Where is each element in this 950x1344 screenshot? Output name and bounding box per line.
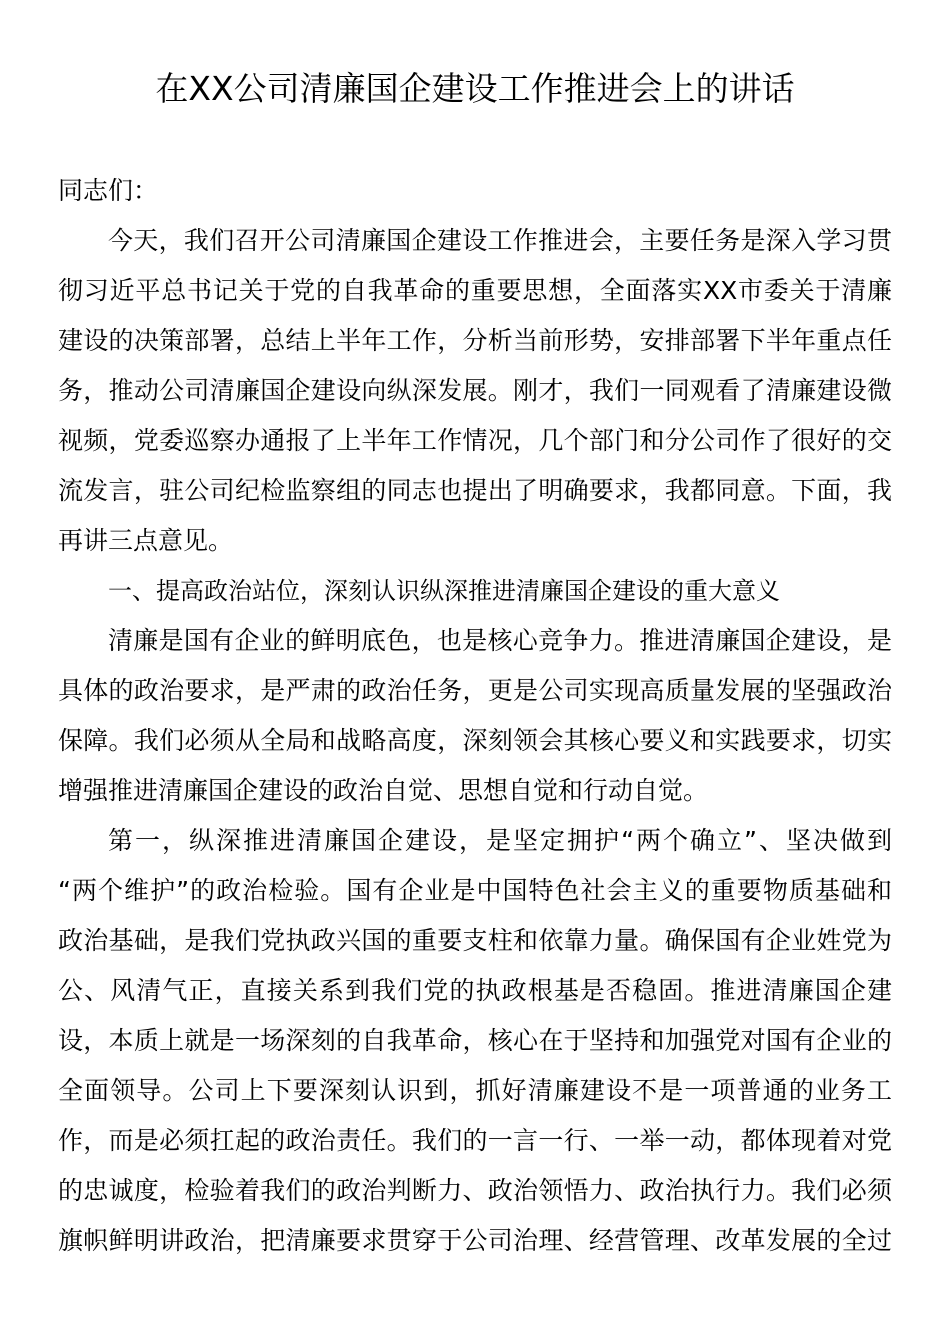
salutation-line: 同志们： xyxy=(58,176,159,205)
section-heading: 一、提高政治站位，深刻认识纵深推进清廉国企建设的重大意义 xyxy=(108,577,780,605)
paragraph-line: 的忠诚度，检验着我们的政治判断力、政治领悟力、政治执行力。我们必须 xyxy=(58,1176,892,1205)
paragraph-line: “两个维护”的政治检验。国有企业是中国特色社会主义的重要物质基础和 xyxy=(58,876,892,905)
paragraph-line: 增强推进清廉国企建设的政治自觉、思想自觉和行动自觉。 xyxy=(58,776,709,805)
paragraph-line: 清廉是国有企业的鲜明底色，也是核心竞争力。推进清廉国企建设，是 xyxy=(108,626,892,655)
paragraph-line: 全面领导。公司上下要深刻认识到，抓好清廉建设不是一项普通的业务工 xyxy=(58,1076,892,1105)
document-body xyxy=(58,166,892,1266)
paragraph-line: 作，而是必须扛起的政治责任。我们的一言一行、一举一动，都体现着对党 xyxy=(58,1126,892,1155)
paragraph-line: 再讲三点意见。 xyxy=(58,526,234,555)
paragraph-line: 彻习近平总书记关于党的自我革命的重要思想，全面落实XX市委关于清廉 xyxy=(58,276,892,305)
paragraph-line: 务，推动公司清廉国企建设向纵深发展。刚才，我们一同观看了清廉建设微 xyxy=(58,376,892,405)
paragraph-line: 政治基础，是我们党执政兴国的重要支柱和依靠力量。确保国有企业姓党为 xyxy=(58,926,892,955)
document-title: 在XX公司清廉国企建设工作推进会上的讲话 xyxy=(155,69,795,108)
paragraph-line: 公、风清气正，直接关系到我们党的执政根基是否稳固。推进清廉国企建 xyxy=(58,976,892,1005)
paragraph-line: 视频，党委巡察办通报了上半年工作情况，几个部门和分公司作了很好的交 xyxy=(58,426,892,455)
paragraph-line: 设，本质上就是一场深刻的自我革命，核心在于坚持和加强党对国有企业的 xyxy=(58,1026,892,1055)
paragraph-line: 具体的政治要求，是严肃的政治任务，更是公司实现高质量发展的坚强政治 xyxy=(58,676,892,705)
paragraph-line: 第一，纵深推进清廉国企建设，是坚定拥护“两个确立”、坚决做到 xyxy=(108,826,892,855)
paragraph-line: 建设的决策部署，总结上半年工作，分析当前形势，安排部署下半年重点任 xyxy=(58,326,892,355)
paragraph-line: 流发言，驻公司纪检监察组的同志也提出了明确要求，我都同意。下面，我 xyxy=(58,476,892,505)
paragraph-line: 今天，我们召开公司清廉国企建设工作推进会，主要任务是深入学习贯 xyxy=(108,226,892,255)
paragraph-line: 旗帜鲜明讲政治，把清廉要求贯穿于公司治理、经营管理、改革发展的全过 xyxy=(58,1226,892,1255)
paragraph-line: 保障。我们必须从全局和战略高度，深刻领会其核心要义和实践要求，切实 xyxy=(58,726,892,755)
